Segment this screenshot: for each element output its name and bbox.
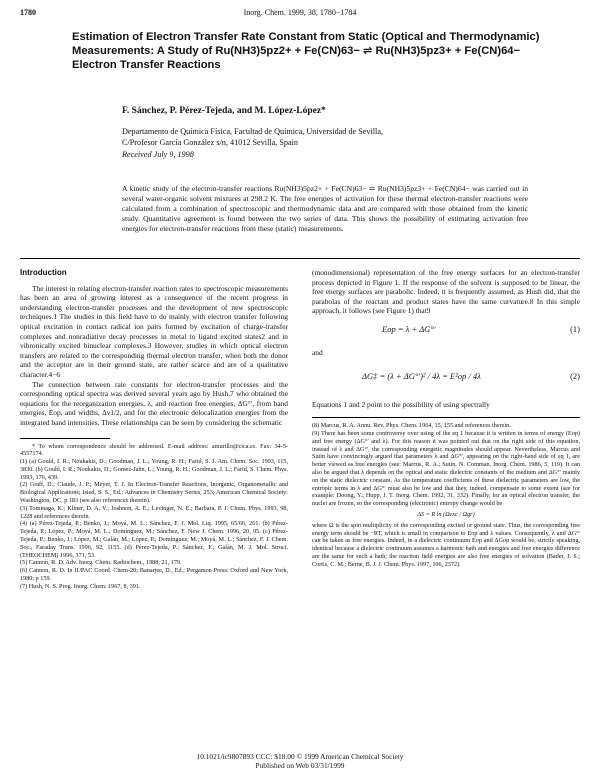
footnote-4: (4) (a) Pérez-Tejeda, P.; Benko, J.; Moyá, M. L.; Sánchez, F. J. Mol. Liq. 1995, 65/66, 261. (b) Pérez-Tejeda, P.; López, P.; Moyá, M. L.; Domínguez, M.; Sánchez, F. New J. Chem. 1996, 20, 95. (c) Pérez-Tejeda, P.; Benko, J.; López, M.; Galán, M.; López, P.; Domínguez, M.; Moyá, M. L.; Sánchez, F. J. Chem. Soc., Faraday Trans. 1996, 92, 1155. (d) Pérez-Tejeda, P.; Sánchez, F.; Galán, M. J. Mol. Struct. (THEOCHEM) 1996, 371, 53. xyxy=(20,520,288,559)
footnote-9-continued: where Ω is the spin multiplicity of the corresponding excited or ground state. Thus, the corresponding free energy term should be −RT, which is small in comparison to Eop and λ values. Consequently, λ and ΔG°′ can be taken as free energies. Indeed, in a dielectric continuum Eop and ΔGop would be, strictly speaking, identical because a dielectric continuum assumes a harmonic bath and energies and free energies difference are the same for such a bath; the reaction field energies are also free energies of solvation (Bader, J. S.; Cortis, C. M.; Berne, B. J. J. Chem. Phys. 1997, 106, 2372). xyxy=(312,521,580,568)
left-column xyxy=(20,268,288,591)
section-divider xyxy=(20,258,580,259)
affiliation-line-2: C/Profesor García González s/n, 41012 Sevilla, Spain xyxy=(122,138,298,147)
footnote-list-left xyxy=(20,458,288,591)
affiliation xyxy=(122,126,383,148)
footnote-2: (2) Graff, D.; Claude, J. P.; Meyer, T. J. In Electron-Transfer Reactions, Inorganic, Organometallic and Biological Applications; Isied, S. S., Ed.; Advances in Chemistry Series, 253; American Chemical Society: Washington, DC, p 183 (see also references therein). xyxy=(20,481,288,505)
right-column xyxy=(312,268,580,569)
footnote-7: (7) Hush, N. S. Prog. Inorg. Chem. 1967, 8, 391. xyxy=(20,582,141,590)
author-list: F. Sánchez, P. Pérez-Tejeda, and M. López-López* xyxy=(122,106,326,116)
body-paragraph-equations: Equations 1 and 2 point to the possibility of using spectrally xyxy=(312,399,490,409)
section-heading-introduction: Introduction xyxy=(20,268,67,277)
publication-date: Published on Web 03/31/1999 xyxy=(255,761,345,770)
footnote-9-equation: ΔS = R ln (Ωexc / Ωgr) xyxy=(417,510,475,518)
footnote-5: (5) Cannon, R. D. Adv. Inorg. Chem. Radiochem., 1988, 21, 179. xyxy=(20,559,182,567)
equation-2-body: ΔG‡ = (λ + ΔG°′)² / 4λ = E²op / 4λ xyxy=(362,370,481,381)
footnote-9: (9) There has been some controversy over using of the eq 1 because it is written in terms of energy (Eop) and free energy (ΔG°′ and λ). For this reason it was pointed out that on the right side of this equation, instead of λ and ΔG°′, the corresponding energetic magnitudes should appear. Nevertheless, Marcus and Sutin have convincingly argued that parameters λ and ΔG°′, appearing on the right-hand side of eq 1, are better viewed as free energies (see: Marcus, R. A.; Sutin, N. Comman. Inorg. Chem. 1986, 5, 119). It can also be argued that λ depends on the optical and static dielectric constants of the medium and ΔG°′ mainly on the static dielectric constant. As the temperature coefficients of these dielectric parameters are low, the entropic terms in λ and ΔG°′ must also be low and that they, indeed, compensate to some extent (see for example: Doong, Y.; Hupp, J. T. Inorg. Chem. 1992, 31, 332). Finally, for an optical electron transfer, the nuclei are frozen, so the corresponding (electronic) entropy change would be xyxy=(312,429,580,508)
intro-paragraph-2: The connection between rate constants for electron-transfer processes and the corresponding optical spectra was derived several years ago by Hush,7 who obtained the equations for the reorganization energies, λ, and reaction free energies, ΔG°′, from band energies, Eop, and widths, Δν1/2, and for the electronic delocalization energies from the integrated band intensities. These relationships can be seen by considering the schematic xyxy=(20,379,288,427)
abstract: A kinetic study of the electron-transfer reactions Ru(NH3)5pz2+ + Fe(CN)63− ⇌ Ru(NH3)5pz3+ + Fe(CN)64− was carried out in several water-organic solvent mixtures at 298.2 K. The free energies of activation for these thermal electron-transfer reactions were calculated from a combination of spectroscopic and thermodynamic data and are compared with those obtained from the kinetic study. Quantitative agreement is found between the two series of data. This shows the possibility of estimating activation free energies for electron-transfer reactions from these (static) measurements. xyxy=(122,184,528,233)
page-number: 1780 xyxy=(20,8,36,17)
footnote-8: (8) Marcus, R. A. Annu. Rev. Phys. Chem. 1964, 15, 155 and references therein. xyxy=(312,422,511,430)
correspondence-note: * To whom correspondence should be addressed. E-mail address: amurillo@cica.es. Fax: 34-5-4557174. xyxy=(20,442,288,458)
footnote-divider-right xyxy=(312,417,580,418)
equation-1-body: Eop = λ + ΔG°′ xyxy=(382,323,436,334)
equation-2-number: (2) xyxy=(570,370,580,381)
footnote-1: (1) (a) Gould, I. R.; Noukakis, D.; Goodman, J. L.; Young, R. H.; Farid, S. J. Am. Chem. Soc. 1993, 115, 3830. (b) Gould, I. R.; Noukakis, D.; Gomez-Jahn, L.; Young, R. H.; Goodman, J. L.; Farid, S. Chem. Phys. 1993, 176, 439. xyxy=(20,458,288,481)
footnote-list-right xyxy=(312,422,580,568)
connector-and: and xyxy=(312,347,323,357)
equation-1 xyxy=(312,322,580,342)
body-paragraph-figure1: (monodimensional) representation of the free energy surfaces for an electron-transfer process depicted in Figure 1. If the response of the solvent is supposed to be linear, the free energy surfaces are parabolic. Indeed, it is frequently assumed, as Hush did, that the parabolas of the reactant and product states have the same curvature.8 In this simple approach, it follows (see Figure 1) that9 xyxy=(312,268,580,316)
equation-1-number: (1) xyxy=(570,323,580,334)
page-footer xyxy=(20,752,580,770)
received-date: Received July 9, 1998 xyxy=(122,150,194,159)
doi-copyright: 10.1021/ic9807893 CCC: $18.00 © 1999 American Chemical Society xyxy=(196,752,404,761)
running-header xyxy=(20,8,580,22)
article-title: Estimation of Electron Transfer Rate Constant from Static (Optical and Thermodynamic) Measurements: A Study of Ru(NH3)5pz2+ + Fe(CN)63− ⇌ Ru(NH3)5pz3+ + Fe(CN)64− Electron Transfer Reactions xyxy=(72,31,540,71)
journal-citation: Inorg. Chem. 1999, 38, 1780−1784 xyxy=(243,8,357,17)
footnote-divider xyxy=(20,438,110,439)
intro-paragraph-1: The interest in relating electron-transfer reaction rates to spectroscopic measurements has been an area of growing interest as a consequence of the recent progress in understanding electron-transfer processes and the development of new spectroscopic techniques.1 The studies in this field have to do mainly with electron transfer following optical excitation in contact radical ion pairs formed by excitation of charge-transfer complexes and nonradiative decay processes in metal to ligand excited states2 and in vibronically excited binuclear complexes.3 However, studies in which optical electron transfers are related to the corresponding thermal electron transfer, when both the donor and the acceptor are in their ground state, are rather scarce and are of a qualitative character.4−6 xyxy=(20,283,288,379)
footnote-3: (3) Tominaga, K.; Kliner, D. A. V.; Joshnon, A. E.; Levinger, N. E.; Barbara, P. J. Chem. Phys. 1993, 98, 1228 and references therein. xyxy=(20,504,288,520)
equation-2 xyxy=(312,364,580,394)
affiliation-line-1: Departamento de Química Física, Facultad de Química, Universidad de Sevilla, xyxy=(122,127,384,136)
footnote-6: (6) Cannon, R. D. In IUPAC Coord. Chem-20; Banarjee, D., Ed.; Pergamon Press: Oxford and New York, 1980; p 159. xyxy=(20,567,288,583)
